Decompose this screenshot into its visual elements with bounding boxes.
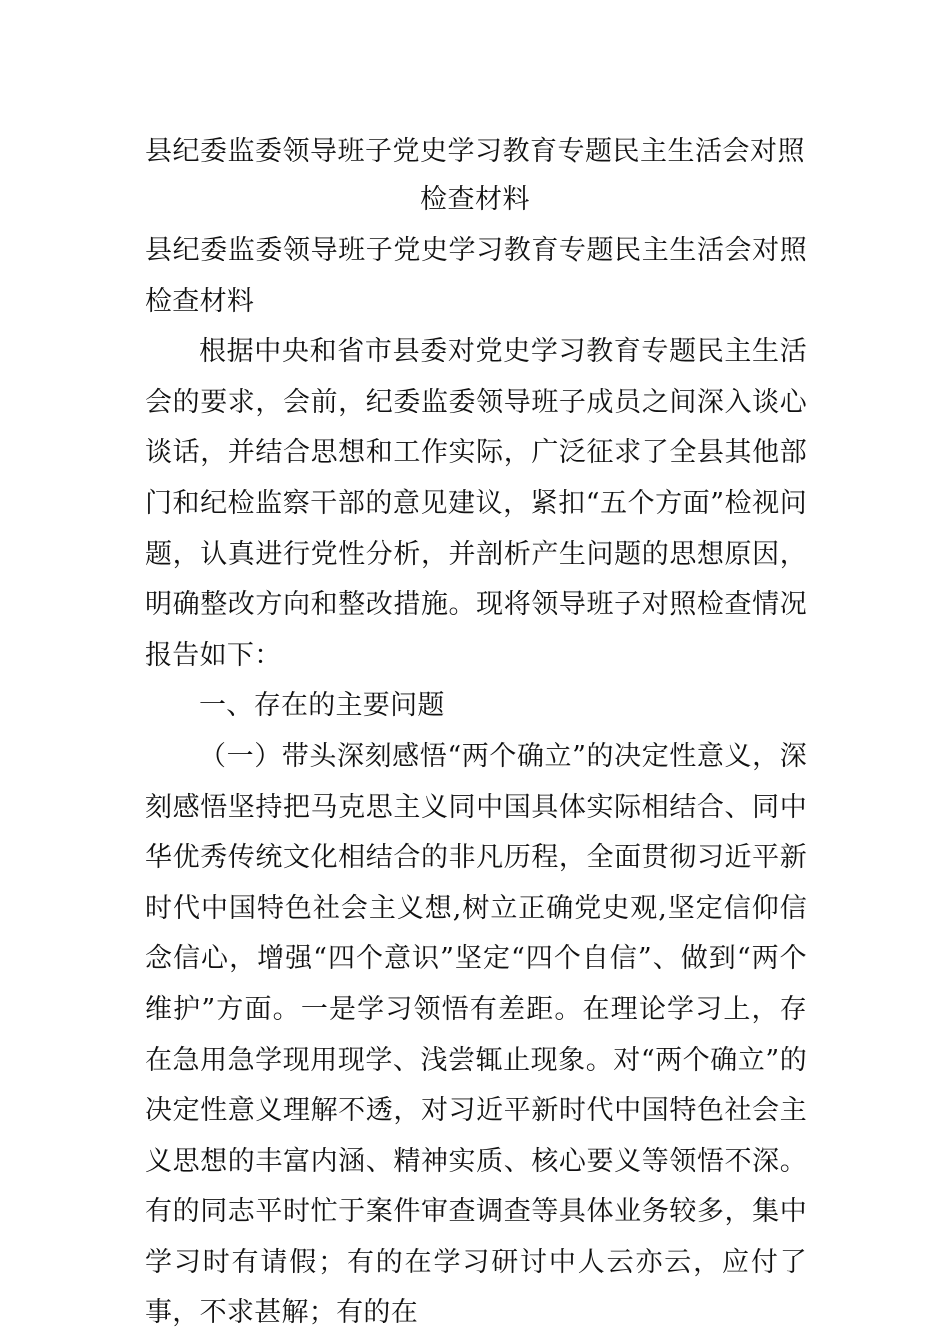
- paragraph-section-1: （一）带头深刻感悟“两个确立”的决定性意义，深刻感悟坚持把马克思主义同中国具体实际相结合、同中华优秀传统文化相结合的非凡历程，全面贯彻习近平新时代中国特色社会主义想,树立正确党史观,坚定信仰信念信心，增强“四个意识”坚定“四个自信”、做到“两个维护”方面。一是学习领悟有差距。在理论学习上，存在急用急学现用现学、浅尝辄止现象。对“两个确立”的决定性意义理解不透，对习近平新时代中国特色社会主义思想的丰富内涵、精神实质、核心要义等领悟不深。有的同志平时忙于案件审查调查等具体业务较多，集中学习时有请假；有的在学习研讨中人云亦云，应付了事，不求甚解；有的在: [145, 740, 807, 1329]
- paragraph-intro: 根据中央和省市县委对党史学习教育专题民主生活会的要求，会前，纪委监委领导班子成员之间深入谈心谈话，并结合思想和工作实际，广泛征求了全县其他部门和纪检监察干部的意见建议，紧扣“五个方面”检视问题，认真进行党性分析，并剖析产生问题的思想原因，明确整改方向和整改措施。现将领导班子对照检查情况报告如下：: [145, 336, 807, 671]
- document-subtitle: 县纪委监委领导班子党史学习教育专题民主生活会对照检查材料: [145, 235, 807, 317]
- section-heading: 一、存在的主要问题: [199, 690, 445, 722]
- document-body: [145, 226, 807, 1339]
- document-title: 县纪委监委领导班子党史学习教育专题民主生活会对照检查材料: [145, 136, 805, 215]
